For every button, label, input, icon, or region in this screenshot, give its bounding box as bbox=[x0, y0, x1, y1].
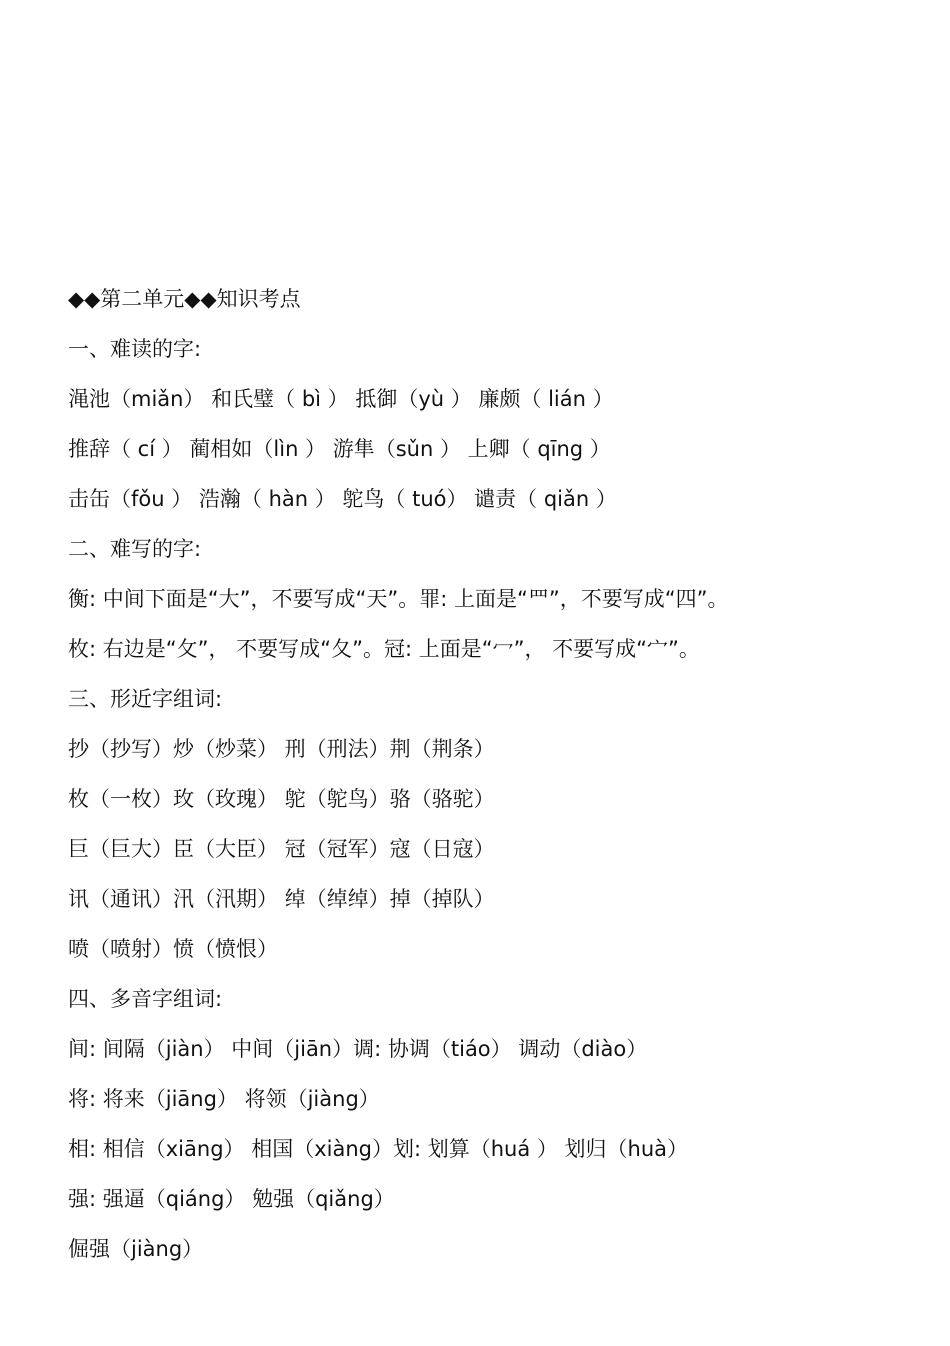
text-line: 枚（一枚）玫（玫瑰） 鸵（鸵鸟）骆（骆驼） bbox=[68, 787, 495, 811]
section-title: ◆◆第二单元◆◆知识考点 bbox=[68, 287, 301, 311]
text-line: 讯（通讯）汛（汛期） 绰（绰绰）掉（掉队） bbox=[68, 887, 495, 911]
text-line: 衡: 中间下面是“大”，不要写成“天”。罪: 上面是“罒”，不要写成“四”。 bbox=[68, 587, 729, 611]
text-line: 倔强（jiàng） bbox=[68, 1237, 204, 1261]
text-line: 推辞（ cí ） 蔺相如（lìn ） 游隼（sǔn ） 上卿（ qīng ） bbox=[68, 437, 611, 461]
heading-similar-characters: 三、形近字组词: bbox=[68, 687, 223, 711]
text-line: 强: 强逼（qiáng） 勉强（qiǎng） bbox=[68, 1187, 395, 1211]
text-line: 击缶（fǒu ） 浩瀚（ hàn ） 鸵鸟（ tuó） 谴责（ qiǎn ） bbox=[68, 487, 617, 511]
text-line: 巨（巨大）臣（大臣） 冠（冠军）寇（日寇） bbox=[68, 837, 495, 861]
text-line: 渑池（miǎn） 和氏璧（ bì ） 抵御（yù ） 廉颇（ lián ） bbox=[68, 387, 614, 411]
text-line: 枚: 右边是“攵”， 不要写成“夂”。冠: 上面是“冖”， 不要写成“宀”。 bbox=[68, 637, 700, 661]
text-line: 喷（喷射）愤（愤恨） bbox=[68, 937, 278, 961]
heading-hard-to-read: 一、难读的字: bbox=[68, 337, 202, 361]
document-body bbox=[68, 280, 938, 1280]
text-line: 相: 相信（xiāng） 相国（xiàng）划: 划算（huá ） 划归（huà） bbox=[68, 1137, 689, 1161]
heading-polyphonic-characters: 四、多音字组词: bbox=[68, 987, 223, 1011]
text-line: 将: 将来（jiāng） 将领（jiàng） bbox=[68, 1087, 380, 1111]
text-line: 抄（抄写）炒（炒菜） 刑（刑法）荆（荆条） bbox=[68, 737, 495, 761]
heading-hard-to-write: 二、难写的字: bbox=[68, 537, 202, 561]
text-line: 间: 间隔（jiàn） 中间（jiān）调: 协调（tiáo） 调动（diào） bbox=[68, 1037, 648, 1061]
